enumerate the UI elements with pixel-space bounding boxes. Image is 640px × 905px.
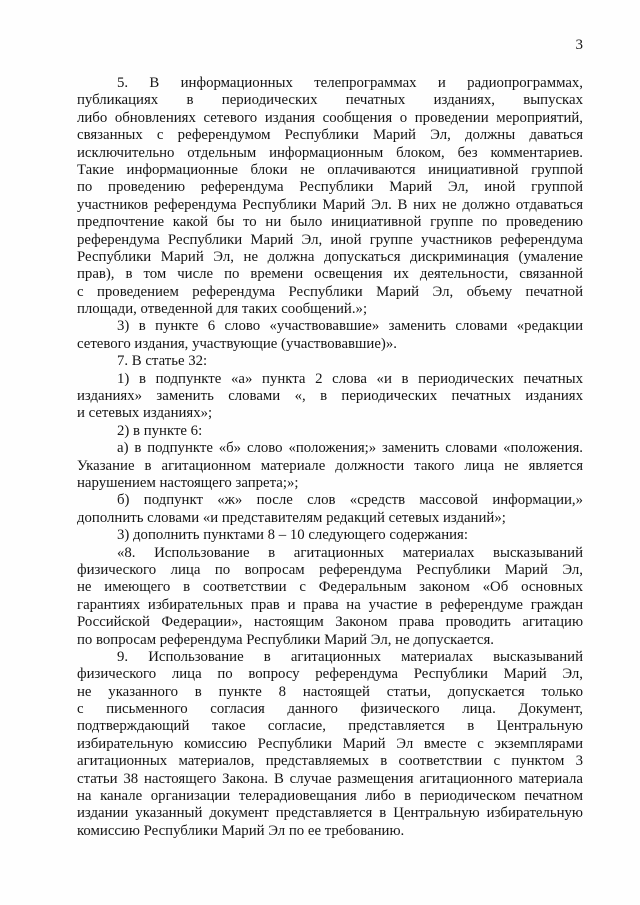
text-line: площади, отведенной для таких сообщений.»;: [77, 301, 368, 318]
text-line: участников референдума Республики Марий Эл. В них не должно отдаваться: [77, 196, 583, 213]
text-line: 2) в пункте 6:: [117, 422, 203, 439]
text-line: физического лица по вопросу референдума Республики Марий Эл,: [77, 666, 583, 683]
text-line: и сетевых изданиях»;: [77, 405, 213, 422]
text-line: не имеющего в соответствии с Федеральным законом «Об основных: [77, 579, 583, 596]
text-line: с письменного согласия данного физического лица. Документ,: [77, 701, 583, 718]
text-line: «8. Использование в агитационных материалах высказываний: [117, 544, 583, 561]
text-line: Указание в агитационном материале должности такого лица не является: [77, 457, 583, 474]
text-line: Российской Федерации», настоящим Законом права проводить агитацию: [77, 614, 583, 631]
paragraph-item-7: [77, 353, 583, 370]
paragraph-item-5: [77, 75, 583, 318]
document-body: [77, 75, 583, 840]
text-line: с проведением референдума Республики Марий Эл, объему печатной: [77, 283, 583, 300]
text-line: б) подпункт «ж» после слов «средств массовой информации,»: [117, 492, 583, 509]
text-line: связанных с референдумом Республики Марий Эл, должны даваться: [77, 127, 583, 144]
paragraph-subitem-1: [77, 371, 583, 423]
text-line: исключительно отдельным информационным блоком, без комментариев.: [77, 144, 583, 161]
text-line: физического лица по вопросам референдума Республики Марий Эл,: [77, 561, 583, 578]
text-line: дополнить словами «и представителям редакций сетевых изданий»;: [77, 509, 506, 526]
text-line: агитационных материалов, представляемых в соответствии с пунктом 3: [77, 753, 583, 770]
paragraph-subitem-3-point-6: [77, 318, 583, 353]
text-line: референдума Республики Марий Эл, иной группе участников референдума: [77, 231, 583, 248]
paragraph-point-9: [77, 649, 583, 840]
paragraph-point-8: [77, 545, 583, 649]
text-line: 9. Использование в агитационных материалах высказываний: [117, 648, 583, 665]
paragraph-subitem-2: [77, 423, 583, 440]
text-line: а) в подпункте «б» слово «положения;» заменить словами «положения.: [117, 440, 583, 457]
text-line: предпочтение какой бы то ни было инициативной группе по проведению: [77, 214, 583, 231]
paragraph-subitem-b: [77, 492, 583, 527]
text-line: 5. В информационных телепрограммах и радиопрограммах,: [117, 75, 583, 91]
text-line: подтверждающий такое согласие, представляется в Центральную: [77, 718, 583, 735]
text-line: 3) дополнить пунктами 8 – 10 следующего содержания:: [117, 527, 468, 544]
text-line: сетевого издания, участвующие (участвовавшие)».: [77, 335, 397, 352]
text-line: нарушением настоящего запрета;»;: [77, 474, 299, 491]
text-line: избирательную комиссию Республики Марий Эл вместе с экземплярами: [77, 735, 583, 752]
text-line: 3) в пункте 6 слово «участвовавшие» заменить словами «редакции: [117, 318, 583, 335]
text-line: на канале организации телерадиовещания либо в периодическом печатном: [77, 788, 583, 805]
text-line: комиссию Республики Марий Эл по ее требованию.: [77, 822, 405, 839]
text-line: статьи 38 настоящего Закона. В случае размещения агитационного материала: [77, 770, 583, 787]
text-line: публикациях в периодических печатных изданиях, выпусках: [77, 92, 583, 109]
text-line: издании указанный документ представляется в Центральную избирательную: [77, 805, 583, 822]
text-line: Республики Марий Эл, не должна допускаться дискриминация (умаление: [77, 248, 583, 265]
paragraph-subitem-3: [77, 527, 583, 544]
text-line: не указанного в пункте 8 настоящей статьи, допускается только: [77, 683, 583, 700]
text-line: гарантиях избирательных прав и права на участие в референдуме граждан: [77, 596, 583, 613]
text-line: 1) в подпункте «а» пункта 2 слова «и в периодических печатных: [117, 370, 583, 387]
page-number: 3: [575, 37, 583, 53]
text-line: по вопросам референдума Республики Марий Эл, не допускается.: [77, 631, 494, 648]
text-line: Такие информационные блоки не оплачиваются инициативной группой: [77, 161, 583, 178]
text-line: по проведению референдума Республики Марий Эл, иной группой: [77, 179, 583, 196]
text-line: 7. В статье 32:: [117, 353, 208, 370]
text-line: изданиях» заменить словами «, в периодических печатных изданиях: [77, 388, 583, 405]
text-line: либо обновлениях сетевого издания сообщения о проведении мероприятий,: [77, 109, 583, 126]
text-line: прав), в том числе по времени освещения их деятельности, связанной: [77, 266, 583, 283]
paragraph-subitem-a: [77, 440, 583, 492]
